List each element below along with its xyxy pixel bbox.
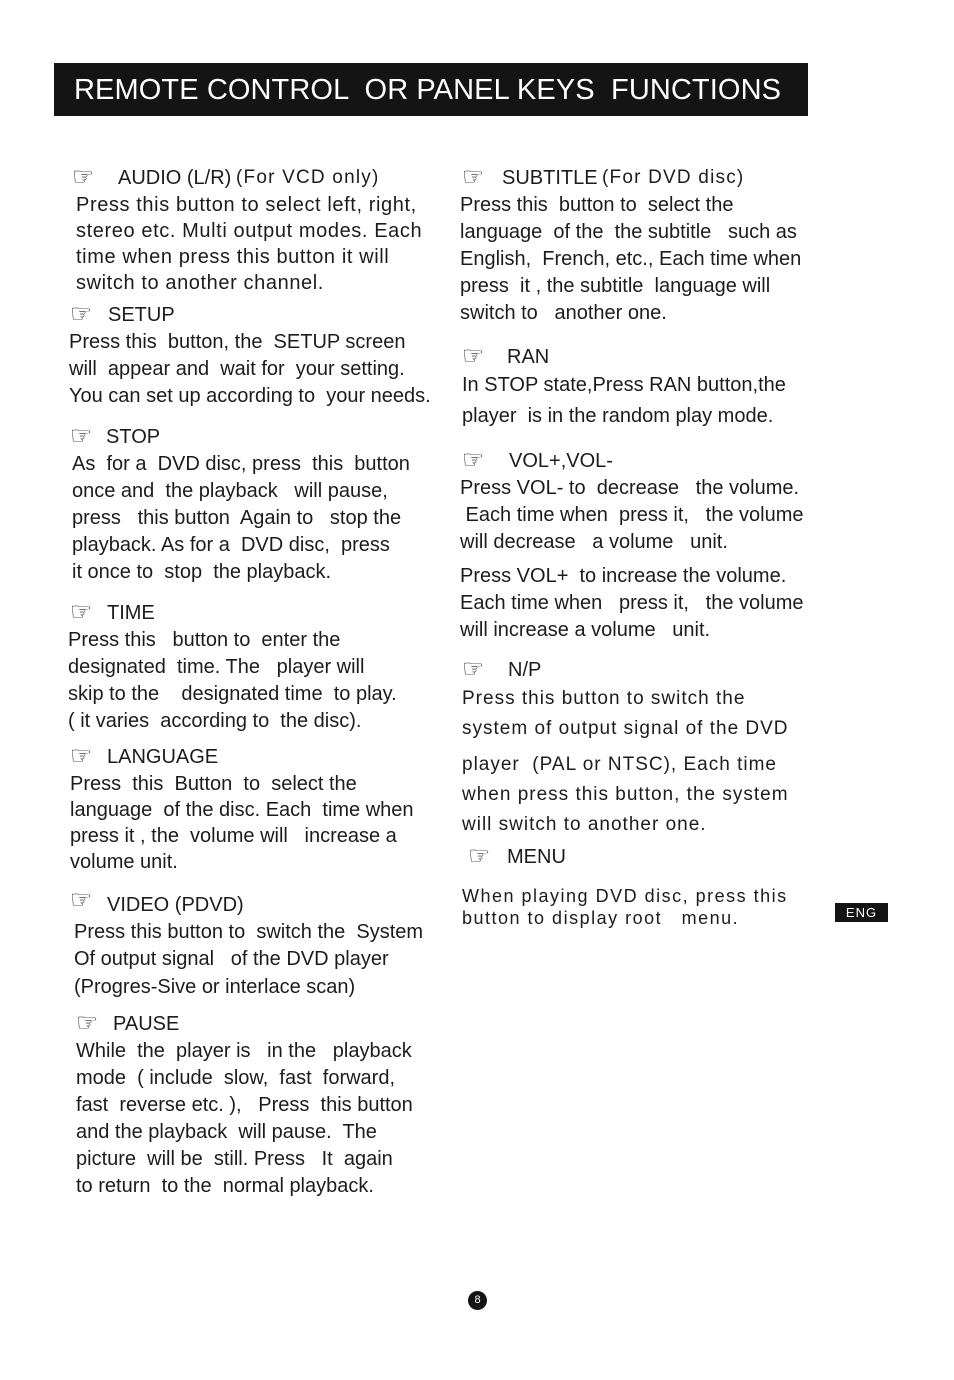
time-section bbox=[70, 599, 470, 735]
heading-label: VOL+,VOL- bbox=[509, 450, 613, 472]
pointing-hand-icon: ☞ bbox=[70, 741, 93, 770]
section-heading bbox=[70, 301, 470, 329]
body-line: You can set up according to your needs. bbox=[69, 385, 431, 407]
pointing-hand-icon: ☞ bbox=[70, 597, 93, 626]
body-line: volume unit. bbox=[70, 851, 178, 873]
pointing-hand-icon: ☞ bbox=[468, 841, 491, 870]
body-line: press it , the subtitle language will bbox=[460, 275, 771, 297]
pointing-hand-icon: ☞ bbox=[70, 299, 93, 328]
section-heading bbox=[70, 423, 470, 451]
section-heading bbox=[70, 743, 470, 771]
heading-label: PAUSE bbox=[113, 1013, 180, 1035]
body-line: it once to stop the playback. bbox=[72, 561, 332, 583]
np-section bbox=[462, 656, 862, 840]
body-line: English, French, etc., Each time when bbox=[460, 248, 802, 270]
body-line: once and the playback will pause, bbox=[72, 480, 388, 502]
body-line: In STOP state,Press RAN button,the bbox=[462, 374, 786, 396]
body-line: to return to the normal playback. bbox=[76, 1175, 374, 1197]
body-line: Press this button to switch the System bbox=[74, 921, 424, 943]
body-line: when press this button, the system bbox=[462, 784, 789, 805]
pointing-hand-icon: ☞ bbox=[76, 1008, 99, 1037]
heading-label: RAN bbox=[507, 346, 550, 368]
pause-section bbox=[76, 1010, 476, 1200]
video-section bbox=[70, 885, 470, 1001]
body-line: Press this Button to select the bbox=[70, 773, 357, 795]
body-line: and the playback will pause. The bbox=[76, 1121, 377, 1143]
body-line: Press this button to select left, right, bbox=[76, 194, 417, 216]
subtitle-section bbox=[462, 164, 862, 327]
pointing-hand-icon: ☞ bbox=[462, 445, 485, 474]
body-line: When playing DVD disc, press this bbox=[462, 886, 788, 906]
body-line: language of the disc. Each time when bbox=[70, 799, 414, 821]
section-heading bbox=[72, 164, 472, 192]
body-line: mode ( include slow, fast forward, bbox=[76, 1067, 396, 1089]
section-heading bbox=[462, 343, 862, 371]
body-line: Of output signal of the DVD player bbox=[74, 948, 389, 970]
body-line: player (PAL or NTSC), Each time bbox=[462, 754, 777, 775]
body-line: switch to another channel. bbox=[76, 272, 324, 294]
body-line: language of the the subtitle such as bbox=[460, 221, 797, 243]
language-section bbox=[70, 743, 470, 875]
body-line: Press VOL- to decrease the volume. bbox=[460, 477, 800, 499]
heading-label: SETUP bbox=[108, 304, 175, 326]
heading-label: AUDIO (L/R) bbox=[118, 167, 232, 189]
section-heading bbox=[462, 656, 862, 684]
section-heading bbox=[462, 164, 862, 192]
body-line: (Progres-Sive or interlace scan) bbox=[74, 976, 356, 998]
body-line: playback. As for a DVD disc, press bbox=[72, 534, 390, 556]
heading-label: SUBTITLE bbox=[502, 167, 598, 189]
body-line: button to display root menu. bbox=[462, 908, 740, 928]
heading-label: MENU bbox=[507, 846, 566, 868]
ran-section bbox=[462, 343, 862, 430]
page-title: REMOTE CONTROL OR PANEL KEYS FUNCTIONS bbox=[74, 74, 782, 106]
heading-label: TIME bbox=[107, 602, 155, 624]
heading-label: STOP bbox=[106, 426, 161, 448]
body-line: Press this button to switch the bbox=[462, 688, 746, 709]
section-heading bbox=[70, 885, 470, 919]
section-heading bbox=[468, 843, 868, 871]
body-line: system of output signal of the DVD bbox=[462, 718, 789, 739]
heading-label: N/P bbox=[508, 659, 542, 681]
body-line: press this button Again to stop the bbox=[72, 507, 402, 529]
section-heading bbox=[70, 599, 470, 627]
body-line: designated time. The player will bbox=[68, 656, 365, 678]
body-line: switch to another one. bbox=[460, 302, 667, 324]
pointing-hand-icon: ☞ bbox=[462, 162, 485, 191]
pointing-hand-icon: ☞ bbox=[462, 654, 485, 683]
body-line: Each time when press it, the volume bbox=[460, 592, 804, 614]
body-line: As for a DVD disc, press this button bbox=[72, 453, 410, 475]
pointing-hand-icon: ☞ bbox=[462, 341, 485, 370]
language-tag: ENG bbox=[835, 903, 888, 922]
heading-label: VIDEO (PDVD) bbox=[107, 894, 244, 916]
pointing-hand-icon: ☞ bbox=[70, 885, 93, 914]
body-line: Press this button, the SETUP screen bbox=[69, 331, 406, 353]
body-line: player is in the random play mode. bbox=[462, 405, 774, 427]
volume-section bbox=[462, 447, 862, 644]
pointing-hand-icon: ☞ bbox=[72, 162, 95, 191]
body-line: While the player is in the playback bbox=[76, 1040, 412, 1062]
body-line: will switch to another one. bbox=[462, 814, 707, 835]
heading-note: (For VCD only) bbox=[236, 167, 380, 188]
body-line: will decrease a volume unit. bbox=[460, 531, 728, 553]
body-line: time when press this button it will bbox=[76, 246, 390, 268]
body-line: picture will be still. Press It again bbox=[76, 1148, 393, 1170]
audio-section bbox=[72, 164, 472, 296]
heading-label: LANGUAGE bbox=[107, 746, 219, 768]
body-line: will increase a volume unit. bbox=[460, 619, 711, 641]
section-heading bbox=[462, 447, 862, 475]
setup-section bbox=[70, 301, 470, 410]
body-line: Each time when press it, the volume bbox=[460, 504, 804, 526]
body-line: stereo etc. Multi output modes. Each bbox=[76, 220, 423, 242]
body-line: Press this button to enter the bbox=[68, 629, 341, 651]
body-line: will appear and wait for your setting. bbox=[69, 358, 405, 380]
body-line: press it , the volume will increase a bbox=[70, 825, 397, 847]
body-line: Press this button to select the bbox=[460, 194, 734, 216]
page-number: 8 bbox=[468, 1291, 487, 1310]
stop-section bbox=[70, 423, 470, 586]
body-line: fast reverse etc. ), Press this button bbox=[76, 1094, 413, 1116]
section-heading bbox=[76, 1010, 476, 1038]
body-line: skip to the designated time to play. bbox=[68, 683, 397, 705]
heading-note: (For DVD disc) bbox=[602, 167, 745, 188]
body-line: Press VOL+ to increase the volume. bbox=[460, 565, 787, 587]
pointing-hand-icon: ☞ bbox=[70, 421, 93, 450]
page-title-bar bbox=[54, 63, 808, 116]
body-line: ( it varies according to the disc). bbox=[68, 710, 362, 732]
menu-section bbox=[462, 841, 868, 929]
